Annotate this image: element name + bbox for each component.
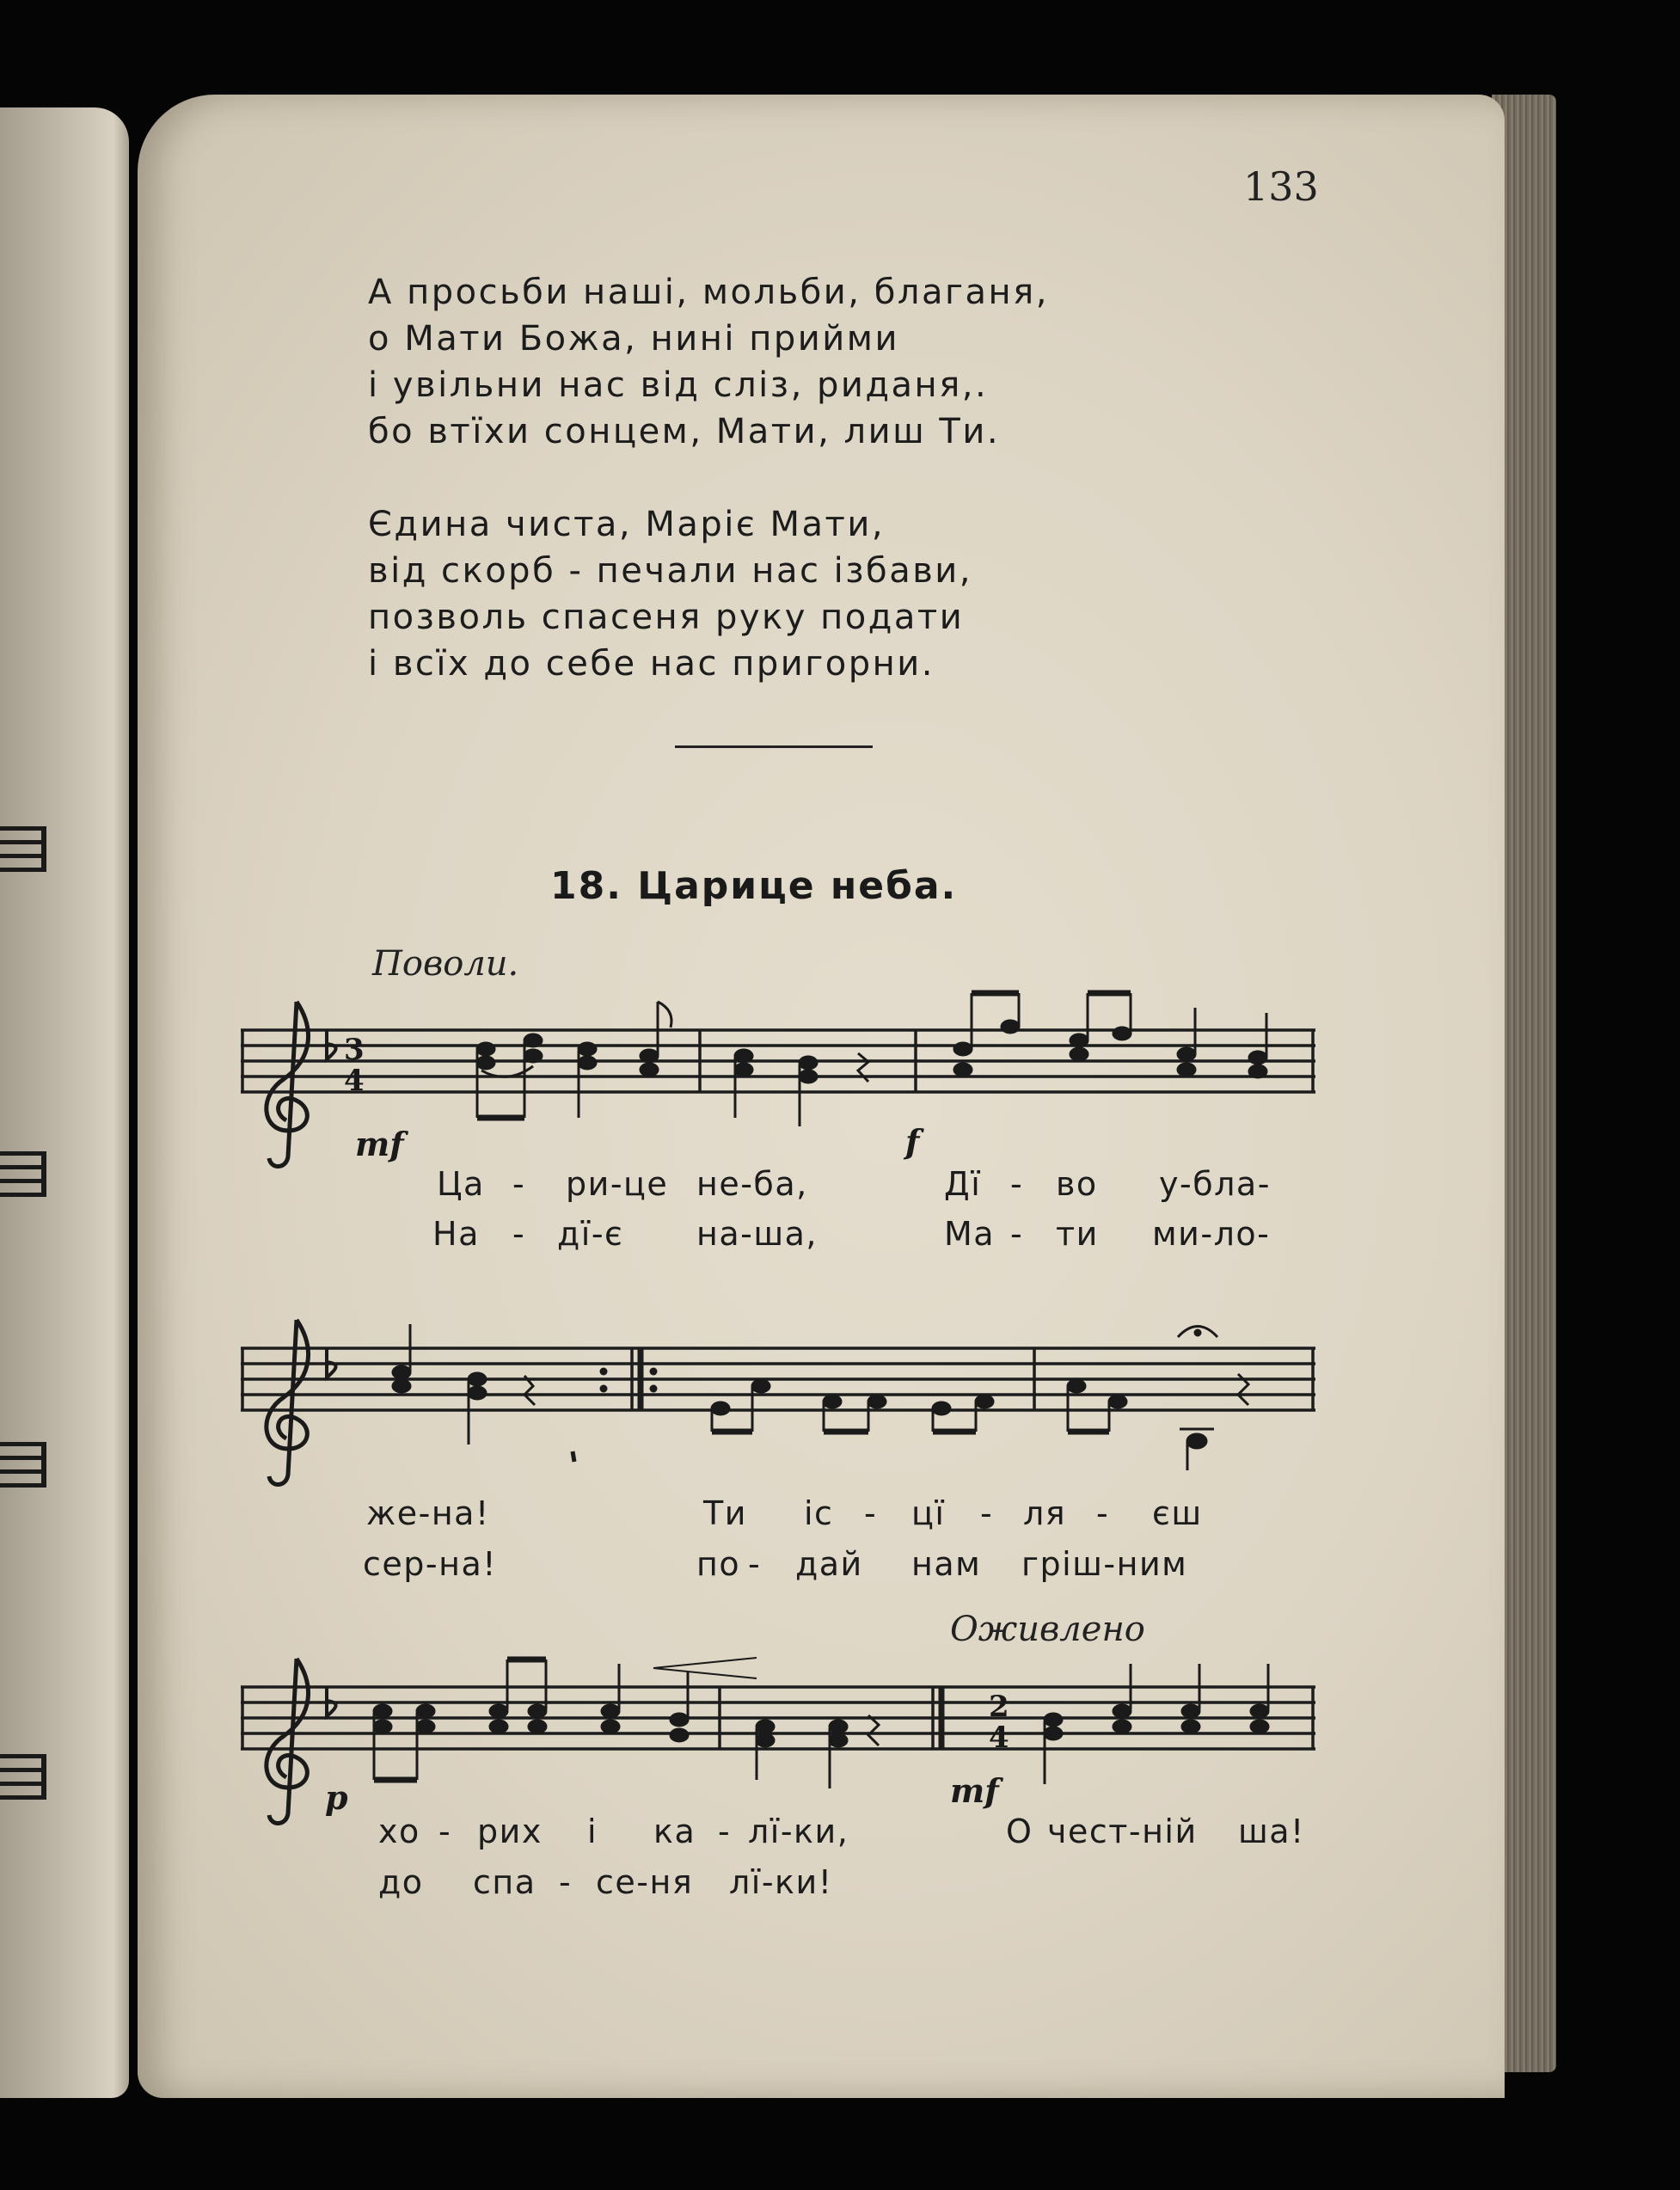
lyric-syllable: Ма bbox=[944, 1215, 996, 1253]
flat-icon bbox=[327, 1030, 336, 1059]
lyric-syllable: - bbox=[864, 1494, 878, 1532]
lyric-syllable: - bbox=[438, 1813, 452, 1850]
notes-system-2 bbox=[393, 1324, 1248, 1470]
lyric-syllable: дї-є bbox=[557, 1215, 624, 1253]
lyric-syllable: і bbox=[587, 1813, 598, 1850]
stanza-line: бо втїхи сонцем, Мати, лиш Ти. bbox=[368, 412, 1001, 451]
stanza-line: від скорб - печали нас ізбави, bbox=[368, 551, 973, 591]
svg-text:4: 4 bbox=[344, 1064, 365, 1098]
lyric-syllable: гріш-ним bbox=[1021, 1545, 1188, 1583]
lyric-syllable: - bbox=[559, 1863, 573, 1901]
lyric-syllable: дай bbox=[795, 1545, 863, 1583]
flat-icon bbox=[327, 1348, 336, 1377]
lyric-syllable: лї-ки! bbox=[729, 1863, 833, 1901]
stanza-line: позволь спасеня руку подати bbox=[368, 598, 965, 637]
lyric-syllable: сер-на! bbox=[363, 1545, 497, 1583]
lyric-syllable: у-бла- bbox=[1159, 1165, 1271, 1203]
lyric-syllable: нам bbox=[911, 1545, 982, 1583]
lyric-syllable: - bbox=[512, 1215, 526, 1253]
svg-text:3: 3 bbox=[344, 1033, 365, 1067]
lyric-syllable: спа bbox=[473, 1863, 536, 1901]
lyric-syllable: Ца bbox=[437, 1165, 485, 1203]
lyric-syllable: ри-це bbox=[566, 1165, 669, 1203]
lyric-syllable: хо bbox=[378, 1813, 420, 1850]
lyric-syllable: по bbox=[696, 1545, 741, 1583]
lyric-syllable: - bbox=[1096, 1494, 1110, 1532]
dynamic-marking: p bbox=[325, 1778, 348, 1817]
lyric-syllable: іс bbox=[804, 1494, 834, 1532]
lyric-syllable: - bbox=[718, 1813, 732, 1850]
lyric-syllable: Дї bbox=[944, 1165, 982, 1203]
stanza-line: і увільни нас від сліз, риданя,. bbox=[368, 365, 989, 405]
treble-clef-icon bbox=[267, 1320, 309, 1485]
stanza-line: А просьби наші, мольби, благаня, bbox=[368, 273, 1049, 312]
lyric-syllable: На bbox=[432, 1215, 480, 1253]
lyric-syllable: О bbox=[1006, 1813, 1033, 1850]
dynamic-marking: f bbox=[905, 1122, 920, 1161]
lyric-syllable: ша! bbox=[1238, 1813, 1305, 1850]
lyric-syllable: - bbox=[1010, 1165, 1024, 1203]
lyric-syllable: ми-ло- bbox=[1152, 1215, 1271, 1253]
lyric-syllable: Ти bbox=[703, 1494, 747, 1532]
page-number: 133 bbox=[1243, 163, 1319, 210]
lyric-syllable: рих bbox=[477, 1813, 543, 1850]
tempo-marking: Оживлено bbox=[950, 1610, 1145, 1649]
svg-text:2: 2 bbox=[989, 1690, 1009, 1724]
lyric-syllable: на-ша, bbox=[696, 1215, 818, 1253]
stanza-line: і всїх до себе нас пригорни. bbox=[368, 644, 935, 684]
svg-text:4: 4 bbox=[989, 1721, 1009, 1755]
lyric-syllable: єш bbox=[1152, 1494, 1203, 1532]
lyric-syllable: лї-ки, bbox=[748, 1813, 849, 1850]
treble-clef-icon bbox=[267, 1002, 309, 1167]
time-signature bbox=[344, 1033, 365, 1098]
lyric-syllable: - bbox=[512, 1165, 526, 1203]
lyric-syllable: не-ба, bbox=[696, 1165, 808, 1203]
dynamic-marking: mf bbox=[950, 1771, 999, 1810]
lyric-syllable: до bbox=[378, 1863, 424, 1901]
lyric-syllable: во bbox=[1056, 1165, 1098, 1203]
lyric-syllable: - bbox=[980, 1494, 994, 1532]
dynamic-marking: mf bbox=[355, 1125, 404, 1163]
tempo-marking: Поволи. bbox=[372, 944, 519, 984]
lyric-syllable: цї bbox=[911, 1494, 946, 1532]
lyric-syllable: - bbox=[1010, 1215, 1024, 1253]
stanza-line: о Мати Божа, нині прийми bbox=[368, 319, 899, 359]
notes-system-3 bbox=[374, 1658, 1268, 1788]
lyric-syllable: ка bbox=[653, 1813, 696, 1850]
staff-system-3 bbox=[241, 1687, 1315, 1749]
staff-system-1 bbox=[241, 1030, 1315, 1092]
song-title: 18. Царице неба. bbox=[550, 864, 958, 908]
time-signature bbox=[989, 1690, 1009, 1755]
stanza-line: Єдина чиста, Маріє Мати, bbox=[368, 505, 886, 544]
lyric-syllable: ти bbox=[1056, 1215, 1099, 1253]
lyric-syllable: ля bbox=[1023, 1494, 1067, 1532]
lyric-syllable: же-на! bbox=[366, 1494, 490, 1532]
lyric-syllable: - bbox=[748, 1545, 762, 1583]
flat-icon bbox=[327, 1687, 336, 1716]
lyric-syllable: чест-ній bbox=[1047, 1813, 1198, 1850]
lyric-syllable: се-ня bbox=[596, 1863, 694, 1901]
treble-clef-icon bbox=[267, 1659, 309, 1824]
